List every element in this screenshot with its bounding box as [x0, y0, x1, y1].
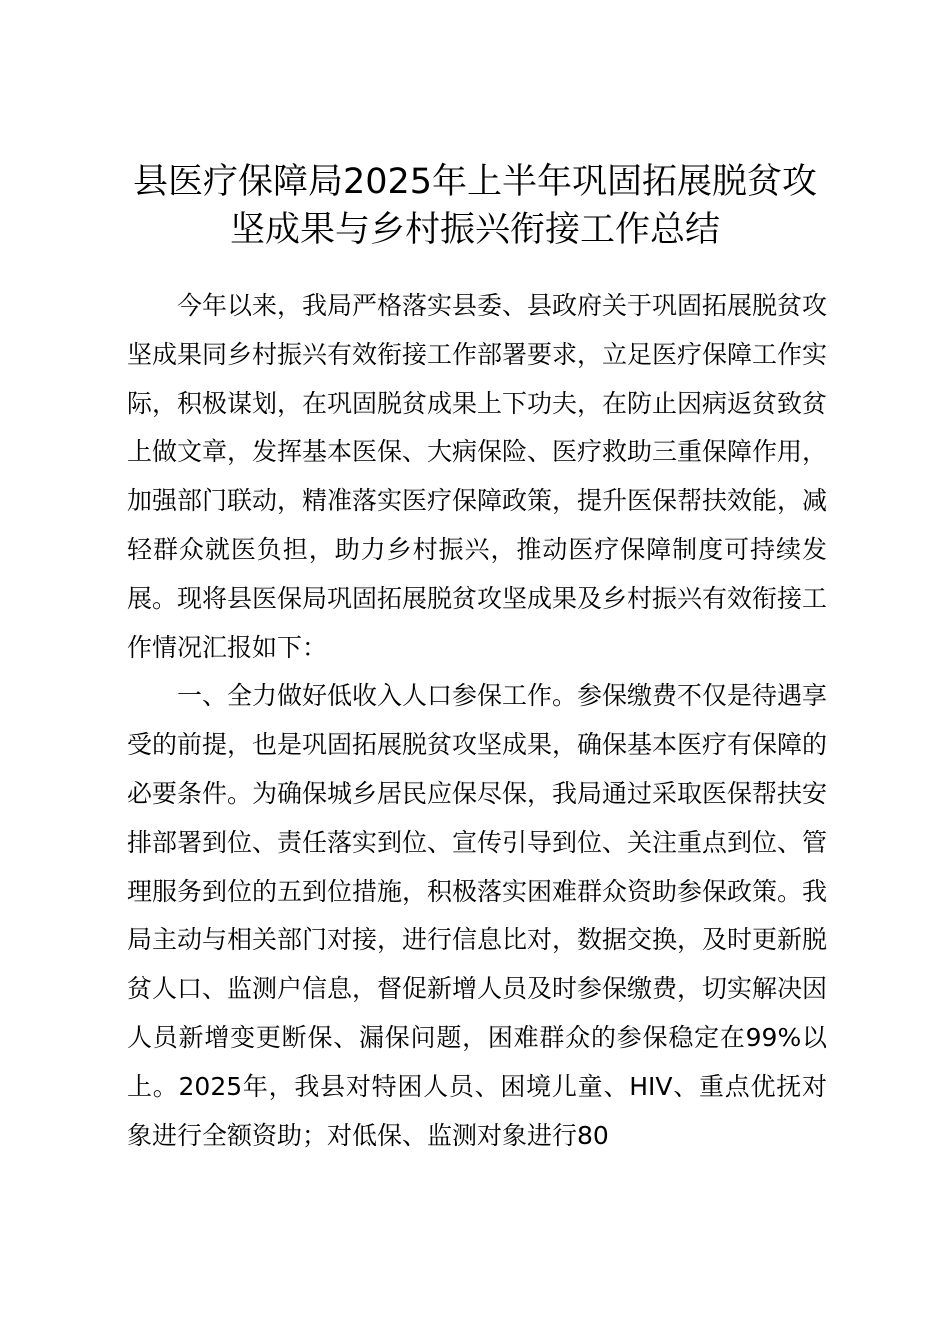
- title-line-1: 县医疗保障局2025年上半年巩固拓展脱贫攻: [132, 162, 818, 202]
- document-body: [127, 282, 827, 1160]
- paragraph-intro: 今年以来，我局严格落实县委、县政府关于巩固拓展脱贫攻坚成果同乡村振兴有效衔接工作部署要求，立足医疗保障工作实际，积极谋划，在巩固脱贫成果上下功夫，在防止因病返贫致贫上做文章，发挥基本医保、大病保险、医疗救助三重保障作用，加强部门联动，精准落实医疗保障政策，提升医保帮扶效能，减轻群众就医负担，助力乡村振兴，推动医疗保障制度可持续发展。现将县医保局巩固拓展脱贫攻坚成果及乡村振兴有效衔接工作情况汇报如下：: [127, 291, 828, 662]
- paragraph-section-1: 一、全力做好低收入人口参保工作。参保缴费不仅是待遇享受的前提，也是巩固拓展脱贫攻坚成果，确保基本医疗有保障的必要条件。为确保城乡居民应保尽保，我局通过采取医保帮扶安排部署到位、责任落实到位、宣传引导到位、关注重点到位、管理服务到位的五到位措施，积极落实困难群众资助参保政策。我局主动与相关部门对接，进行信息比对，数据交换，及时更新脱贫人口、监测户信息，督促新增人员及时参保缴费，切实解决因人员新增变更断保、漏保问题，困难群众的参保稳定在99%以上。2025年，我县对特困人员、困境儿童、HIV、重点优抚对象进行全额资助；对低保、监测对象进行80: [127, 681, 828, 1150]
- document-title: [60, 158, 890, 254]
- title-line-2: 坚成果与乡村振兴衔接工作总结: [229, 210, 720, 250]
